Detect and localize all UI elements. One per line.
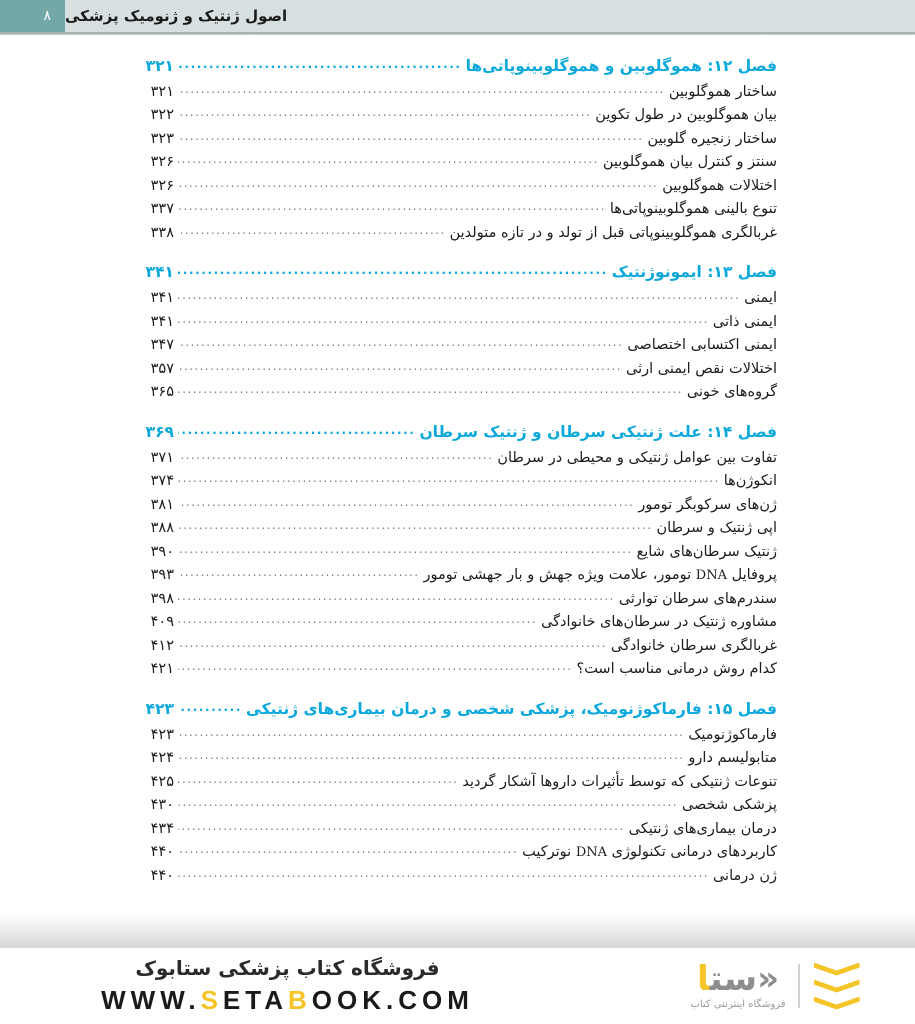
latin-term: DNA bbox=[575, 845, 607, 861]
entry-page-number: ۳۲۱ bbox=[150, 84, 174, 100]
dot-leader bbox=[178, 360, 622, 372]
chapter-heading-row[interactable] bbox=[138, 263, 777, 281]
entry-title: اختلالات نقص ایمنی ارثی bbox=[626, 360, 777, 377]
page-header bbox=[0, 0, 915, 32]
chapter-page-number: ۳۴۱ bbox=[145, 263, 174, 282]
entry-title: غربالگری سرطان خانوادگی bbox=[610, 637, 777, 654]
entry-page-number: ۳۸۱ bbox=[150, 496, 174, 513]
entry-page-number: ۳۶۵ bbox=[150, 384, 174, 401]
entry-title: تفاوت بین عوامل ژنتیکی و محیطی در سرطان bbox=[497, 449, 777, 466]
entry-title: ایمنی ذاتی bbox=[712, 313, 777, 330]
entry-page-number: ۴۱۲ bbox=[150, 637, 174, 654]
entry-page-number: ۴۰۹ bbox=[150, 614, 174, 631]
entry-title: پزشکی شخصی bbox=[681, 797, 777, 814]
dot-leader bbox=[178, 472, 720, 484]
toc-entry-row[interactable] bbox=[138, 104, 777, 127]
entry-title: ساختار زنجیره گلوبین bbox=[647, 130, 777, 147]
entry-page-number: ۴۴۰ bbox=[150, 867, 174, 884]
toc-entry-row[interactable] bbox=[138, 541, 777, 564]
toc-entry-row[interactable] bbox=[138, 128, 777, 151]
toc-entry-row[interactable] bbox=[138, 447, 777, 470]
dot-leader bbox=[178, 613, 537, 625]
entry-title: ژن‌های سرکوبگر تومور bbox=[638, 496, 777, 513]
chapter-heading-row[interactable] bbox=[138, 700, 777, 718]
toc-entry-row[interactable] bbox=[138, 771, 777, 794]
entry-page-number: ۳۹۳ bbox=[150, 567, 174, 584]
toc-entry-row[interactable] bbox=[138, 81, 777, 104]
toc-entry-row[interactable] bbox=[138, 151, 777, 174]
toc-entry-row[interactable] bbox=[138, 611, 777, 634]
dot-leader bbox=[178, 289, 740, 301]
dot-leader bbox=[178, 264, 608, 276]
entry-page-number: ۳۳۸ bbox=[150, 224, 174, 241]
entry-title: متابولیسم دارو bbox=[688, 750, 777, 767]
entry-page-number: ۳۲۲ bbox=[150, 107, 174, 124]
chapter-heading-row[interactable] bbox=[138, 423, 777, 441]
entry-page-number: ۴۲۱ bbox=[150, 661, 174, 678]
entry-title: پروفایل DNA تومور، علامت ویژه جهش و بار جهشی تومور bbox=[423, 567, 777, 584]
dot-leader bbox=[178, 383, 683, 395]
toc-entry-row[interactable] bbox=[138, 841, 777, 864]
dot-leader bbox=[178, 566, 419, 578]
chapter-title: فصل ۱۴: علت ژنتیکی سرطان و ژنتیک سرطان bbox=[419, 422, 777, 441]
entry-title: غربالگری هموگلوبینوپاتی قبل از تولد و در تازه متولدین bbox=[449, 224, 777, 241]
dot-leader bbox=[178, 153, 599, 165]
dot-leader bbox=[178, 200, 606, 212]
chapter-block bbox=[138, 57, 777, 245]
dot-leader bbox=[178, 224, 446, 236]
dot-leader bbox=[178, 543, 633, 555]
entry-title: تنوعات ژنتیکی که توسط تأثیرات داروها آشکار گردید bbox=[462, 773, 777, 790]
toc-entry-row[interactable] bbox=[138, 198, 777, 221]
toc-entry-row[interactable] bbox=[138, 635, 777, 658]
dot-leader bbox=[178, 58, 462, 70]
chapter-heading-row[interactable] bbox=[138, 57, 777, 75]
logo-word-text: «ستا bbox=[696, 959, 780, 999]
page-fade-overlay bbox=[0, 914, 915, 948]
entry-title: درمان بیماری‌های ژنتیکی bbox=[628, 820, 777, 837]
chapter-block bbox=[138, 423, 777, 682]
entry-title: ژنتیک سرطان‌های شایع bbox=[636, 543, 777, 560]
dot-leader bbox=[178, 83, 665, 95]
footer-branding bbox=[0, 956, 615, 1016]
dot-leader bbox=[178, 336, 623, 348]
entry-title: بیان هموگلوبین در طول تکوین bbox=[595, 107, 777, 124]
entry-page-number: ۴۳۰ bbox=[150, 797, 174, 814]
dot-leader bbox=[178, 637, 607, 649]
toc-entry-row[interactable] bbox=[138, 175, 777, 198]
entry-page-number: ۴۴۰ bbox=[150, 844, 174, 861]
chevron-logo-icon bbox=[814, 963, 860, 1010]
toc-entry-row[interactable] bbox=[138, 794, 777, 817]
page-number-badge: ۸ bbox=[0, 0, 65, 32]
logo-wordmark bbox=[690, 959, 786, 1010]
entry-page-number: ۴۳۴ bbox=[150, 820, 174, 837]
toc-entry-row[interactable] bbox=[138, 381, 777, 404]
entry-page-number: ۳۴۷ bbox=[150, 337, 174, 354]
logo-subtitle: فروشگاه اینترنتی کتاب bbox=[690, 999, 786, 1010]
entry-page-number: ۳۵۷ bbox=[150, 360, 174, 377]
dot-leader bbox=[178, 796, 678, 808]
page-footer bbox=[0, 948, 915, 1024]
chapter-page-number: ۳۲۱ bbox=[145, 57, 174, 75]
entry-title: فارماکوژنومیک bbox=[688, 726, 777, 743]
toc-entry-row[interactable] bbox=[138, 747, 777, 770]
entry-title: سندرم‌های سرطان توارثی bbox=[618, 590, 777, 607]
latin-term: DNA bbox=[695, 568, 727, 584]
dot-leader bbox=[178, 773, 458, 785]
entry-title: اختلالات هموگلوبین bbox=[662, 177, 777, 194]
dot-leader bbox=[178, 177, 658, 189]
toc-entry-row[interactable] bbox=[138, 564, 777, 587]
toc-entry-row[interactable] bbox=[138, 818, 777, 841]
entry-title: ایمنی bbox=[744, 290, 777, 307]
entry-page-number: ۳۲۶ bbox=[150, 154, 174, 171]
entry-title: کاربردهای درمانی تکنولوژی DNA نوترکیب bbox=[522, 844, 777, 861]
dot-leader bbox=[178, 496, 634, 508]
entry-page-number: ۳۳۷ bbox=[150, 201, 174, 218]
chapter-title: فصل ۱۲: هموگلوبین و هموگلوبینوپاتی‌ها bbox=[465, 57, 777, 75]
toc-entry-row[interactable] bbox=[138, 358, 777, 381]
toc-entry-row[interactable] bbox=[138, 588, 777, 611]
entry-title: کدام روش درمانی مناسب است؟ bbox=[576, 661, 777, 678]
entry-title: انکوژن‌ها bbox=[723, 473, 777, 490]
shop-name: فروشگاه کتاب پزشکی ستابوک bbox=[135, 956, 440, 980]
toc-entry-row[interactable] bbox=[138, 494, 777, 517]
entry-title: گروه‌های خونی bbox=[686, 384, 777, 401]
entry-page-number: ۳۴۱ bbox=[150, 313, 174, 330]
dot-leader bbox=[178, 701, 242, 713]
entry-page-number: ۴۲۳ bbox=[150, 726, 174, 743]
dot-leader bbox=[178, 867, 709, 879]
dot-leader bbox=[178, 843, 518, 855]
entry-title: ژن درمانی bbox=[712, 867, 777, 884]
website-url[interactable]: WWW.SETABOOK.COM bbox=[101, 985, 474, 1015]
dot-leader bbox=[178, 130, 643, 142]
table-of-contents bbox=[0, 35, 915, 888]
entry-title: تنوع بالینی هموگلوبینوپاتی‌ها bbox=[609, 201, 777, 218]
dot-leader bbox=[178, 106, 591, 118]
chapter-page-number: ۳۶۹ bbox=[145, 422, 174, 441]
entry-page-number: ۴۲۵ bbox=[150, 773, 174, 790]
book-title: اصول ژنتیک و ژنومیک پزشکی bbox=[65, 7, 288, 25]
toc-entry-row[interactable] bbox=[138, 517, 777, 540]
dot-leader bbox=[178, 313, 709, 325]
toc-entry-row[interactable] bbox=[138, 311, 777, 334]
dot-leader bbox=[178, 660, 573, 672]
toc-entry-row[interactable] bbox=[138, 470, 777, 493]
dot-leader bbox=[178, 590, 615, 602]
entry-title: سنتز و کنترل بیان هموگلوبین bbox=[602, 154, 777, 171]
toc-entry-row[interactable] bbox=[138, 658, 777, 681]
toc-entry-row[interactable] bbox=[138, 865, 777, 888]
entry-title: مشاوره ژنتیک در سرطان‌های خانوادگی bbox=[541, 614, 777, 631]
toc-entry-row[interactable] bbox=[138, 222, 777, 245]
entry-page-number: ۳۹۸ bbox=[150, 590, 174, 607]
setabook-logo[interactable] bbox=[615, 959, 915, 1010]
entry-page-number: ۳۷۱ bbox=[150, 449, 174, 466]
entry-page-number: ۳۲۶ bbox=[150, 177, 174, 194]
dot-leader bbox=[178, 449, 493, 461]
entry-page-number: ۳۲۳ bbox=[150, 130, 174, 147]
entry-page-number: ۳۴۱ bbox=[150, 290, 174, 307]
chapter-page-number: ۴۲۳ bbox=[145, 699, 174, 718]
entry-title: ایمنی اکتسابی اختصاصی bbox=[627, 337, 777, 354]
toc-entry-row[interactable] bbox=[138, 287, 777, 310]
chapter-block bbox=[138, 700, 777, 888]
entry-page-number: ۳۷۴ bbox=[150, 473, 174, 490]
entry-page-number: ۳۹۰ bbox=[150, 543, 174, 560]
chapter-title: فصل ۱۵: فارماکوژنومیک، پزشکی شخصی و درمان بیماری‌های ژنتیکی bbox=[245, 699, 777, 718]
entry-page-number: ۳۸۸ bbox=[150, 520, 174, 537]
dot-leader bbox=[178, 519, 652, 531]
chapter-title: فصل ۱۳: ایمونوژنتیک bbox=[611, 263, 777, 282]
toc-entry-row[interactable] bbox=[138, 724, 777, 747]
logo-divider bbox=[798, 964, 800, 1008]
dot-leader bbox=[178, 820, 625, 832]
dot-leader bbox=[178, 749, 684, 761]
dot-leader bbox=[178, 424, 415, 436]
entry-title: ساختار هموگلوبین bbox=[668, 84, 777, 100]
entry-title: اپی ژنتیک و سرطان bbox=[656, 520, 777, 537]
toc-entry-row[interactable] bbox=[138, 334, 777, 357]
dot-leader bbox=[178, 726, 684, 738]
entry-page-number: ۴۲۴ bbox=[150, 750, 174, 767]
chapter-block bbox=[138, 263, 777, 404]
